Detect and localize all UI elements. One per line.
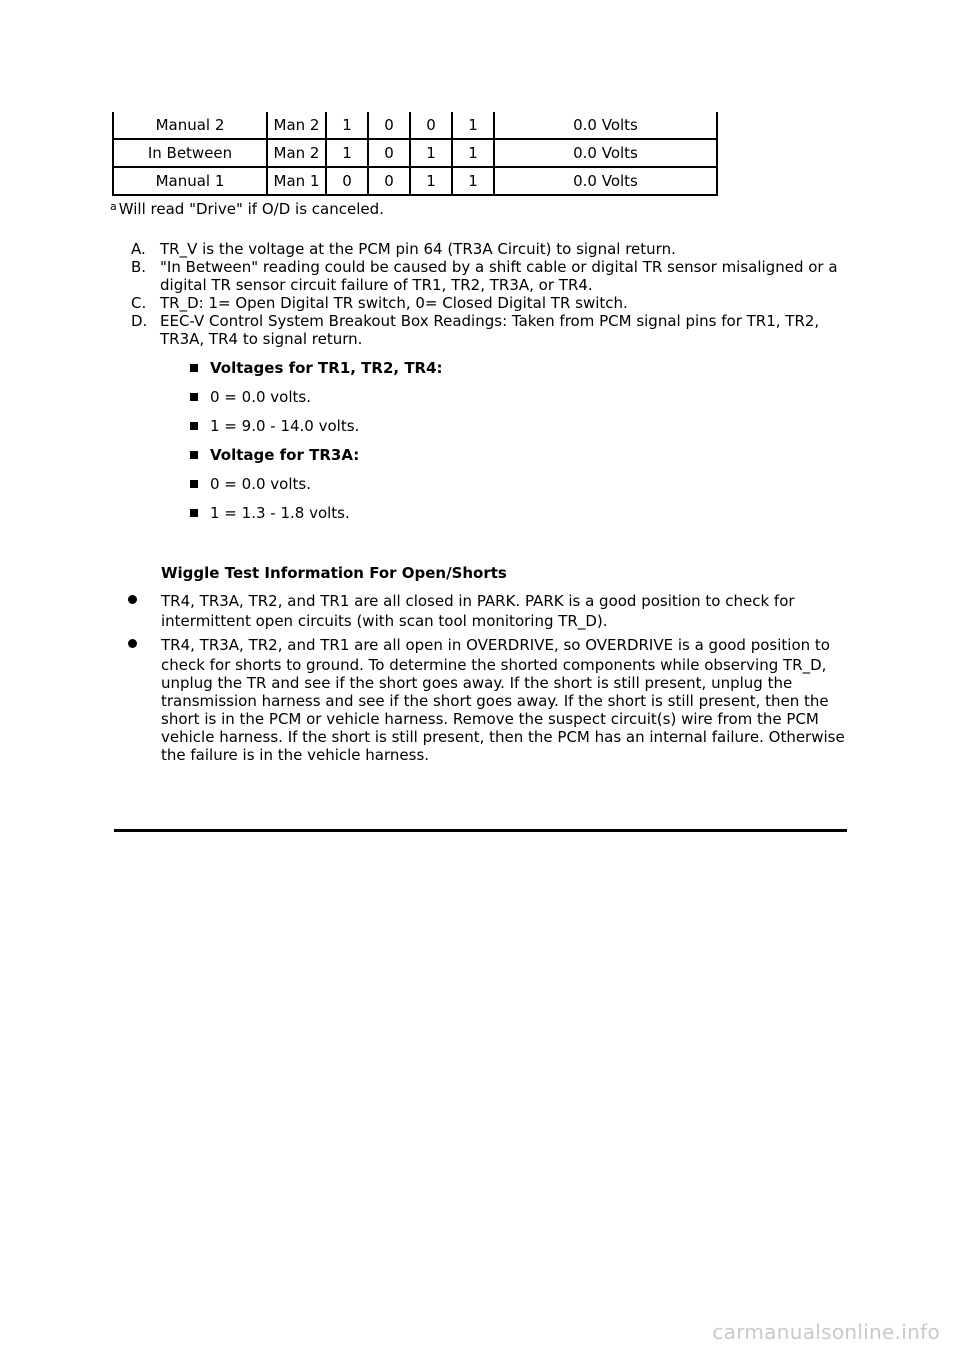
square-bullet-icon (190, 393, 198, 401)
table-cell: 1 (326, 139, 368, 167)
sublist-text: Voltages for TR1, TR2, TR4: (210, 359, 443, 377)
note-letter: A. (131, 240, 146, 258)
table-cell: 1 (452, 112, 494, 139)
table-row (113, 112, 717, 139)
round-bullet-icon (128, 639, 137, 648)
sublist-text: Voltage for TR3A: (210, 446, 360, 464)
note-letter: C. (131, 294, 147, 312)
bullet-first-line: TR4, TR3A, TR2, and TR1 are all closed in PARK. PARK is a good position to check for (161, 592, 795, 610)
shift-position-table (112, 112, 718, 196)
wiggle-bullet-text (161, 634, 853, 764)
table-cell: 0 (368, 167, 410, 195)
bullet-rest: intermittent open circuits (with scan tool monitoring TR_D). (161, 612, 608, 630)
table-row (113, 167, 717, 195)
square-bullet-icon (190, 364, 198, 372)
table-cell: 0 (326, 167, 368, 195)
sublist-item (190, 417, 443, 446)
table-cell: In Between (113, 139, 267, 167)
sublist-item (190, 475, 443, 504)
footnote-text: Will read "Drive" if O/D is canceled. (118, 200, 384, 218)
square-bullet-icon (190, 480, 198, 488)
footnote-mark: a (110, 200, 117, 213)
table-cell: 0.0 Volts (494, 112, 717, 139)
sublist-text: 0 = 0.0 volts. (210, 388, 311, 406)
table-cell: 1 (326, 112, 368, 139)
site-watermark: carmanualsonline.info (712, 1320, 940, 1344)
note-b (131, 258, 851, 294)
note-c (131, 294, 851, 312)
wiggle-bullet (128, 634, 853, 764)
sublist-item (190, 388, 443, 417)
square-bullet-icon (190, 422, 198, 430)
table-cell: 0 (368, 112, 410, 139)
note-letter: B. (131, 258, 147, 276)
square-bullet-icon (190, 509, 198, 517)
wiggle-bullet-text (161, 590, 853, 630)
sublist-text: 1 = 1.3 - 1.8 volts. (210, 504, 350, 522)
note-a (131, 240, 851, 258)
sublist-item (190, 446, 443, 475)
round-bullet-icon (128, 595, 137, 604)
table-row (113, 139, 717, 167)
bullet-rest: check for shorts to ground. To determine the shorted components while observing TR_D, unplug the TR and see if the short goes away. If the short is still present, unplug the transmission harness and see if the short goes away. If the short is still present, then the short is in the PCM or vehicle harness. Remove the suspect circuit(s) wire from the PCM vehicle harness. If the short is still present, then the PCM has an internal failure. Otherwise the failure is in the vehicle harness. (161, 656, 845, 764)
note-text: TR_V is the voltage at the PCM pin 64 (TR3A Circuit) to signal return. (160, 240, 676, 258)
note-text: EEC-V Control System Breakout Box Readings: Taken from PCM signal pins for TR1, TR2, TR3A, TR4 to signal return. (160, 312, 820, 348)
sublist-item (190, 504, 443, 533)
table-cell: 1 (452, 139, 494, 167)
wiggle-bullet-list (128, 590, 853, 768)
note-d (131, 312, 851, 348)
table-cell: Man 2 (267, 112, 326, 139)
wiggle-test-heading: Wiggle Test Information For Open/Shorts (161, 564, 507, 582)
table-cell: 0 (368, 139, 410, 167)
table-cell: Man 2 (267, 139, 326, 167)
section-divider (114, 829, 847, 832)
note-text: TR_D: 1= Open Digital TR switch, 0= Closed Digital TR switch. (160, 294, 628, 312)
table-cell: 1 (410, 139, 452, 167)
table-cell: 0 (410, 112, 452, 139)
sublist-text: 0 = 0.0 volts. (210, 475, 311, 493)
voltage-sublist (190, 359, 443, 533)
table-footnote (110, 200, 384, 218)
note-text: "In Between" reading could be caused by a shift cable or digital TR sensor misaligned or a digital TR sensor circuit failure of TR1, TR2, TR3A, or TR4. (160, 258, 838, 294)
square-bullet-icon (190, 451, 198, 459)
table-cell: Manual 2 (113, 112, 267, 139)
note-letter: D. (131, 312, 148, 330)
table-cell: Manual 1 (113, 167, 267, 195)
table-cell: 0.0 Volts (494, 167, 717, 195)
table-cell: Man 1 (267, 167, 326, 195)
notes-list (131, 240, 851, 348)
table-cell: 1 (452, 167, 494, 195)
wiggle-bullet (128, 590, 853, 630)
bullet-first-line: TR4, TR3A, TR2, and TR1 are all open in OVERDRIVE, so OVERDRIVE is a good position to (161, 636, 830, 654)
sublist-text: 1 = 9.0 - 14.0 volts. (210, 417, 360, 435)
table-cell: 1 (410, 167, 452, 195)
sublist-item (190, 359, 443, 388)
table-cell: 0.0 Volts (494, 139, 717, 167)
